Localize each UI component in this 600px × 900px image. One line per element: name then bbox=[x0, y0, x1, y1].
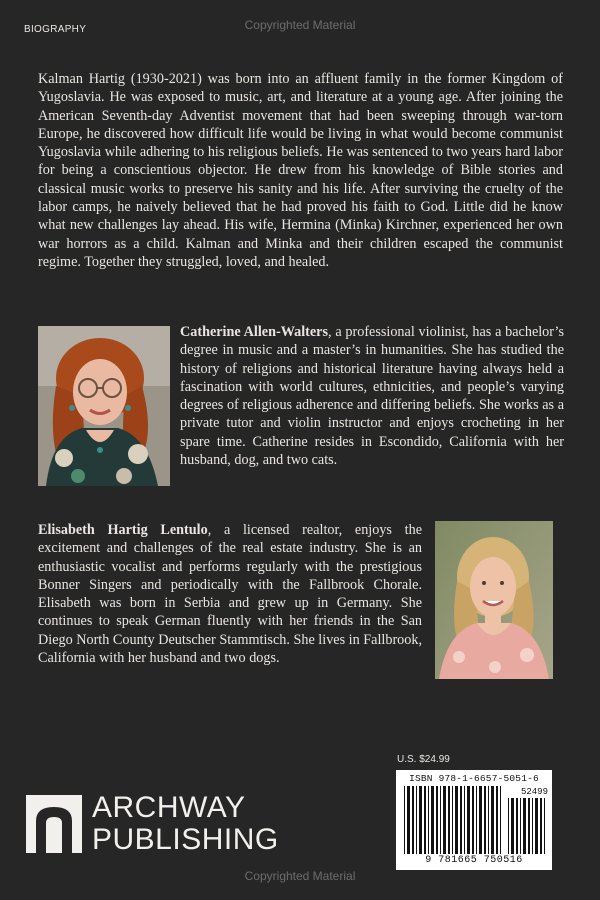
barcode-bar bbox=[540, 798, 542, 854]
barcode-bar bbox=[467, 786, 470, 854]
barcode-bar bbox=[424, 786, 426, 854]
barcode-bar bbox=[431, 786, 434, 854]
barcode-bar bbox=[455, 786, 458, 854]
barcode-number: 9 781665 750516 bbox=[425, 855, 523, 866]
barcode-bar bbox=[544, 798, 545, 854]
barcode-bars-addon bbox=[508, 798, 548, 854]
barcode-bar bbox=[436, 786, 438, 854]
copyright-watermark-top: Copyrighted Material bbox=[244, 18, 356, 32]
barcode-bar bbox=[448, 786, 450, 854]
barcode-bars-main bbox=[404, 786, 504, 854]
barcode-bar bbox=[523, 798, 526, 854]
archway-logo-icon bbox=[26, 795, 82, 853]
author-bio-text-catherine: , a professional violinist, has a bachelor’s degree in music and a master’s in humanities. She has studied the history of religions and historical literature having always held a fascination with world cultures, ethnicities, and people’s varying degrees of religious adherence and differing beliefs. She works as a private tutor and violin instructor and enjoys crocheting in her spare time. Catherine resides in Escondido, California with her husband, dog, and two cats. bbox=[180, 324, 564, 469]
barcode-bar bbox=[511, 798, 514, 854]
book-description: Kalman Hartig (1930-2021) was born into an affluent family in the former Kingdom of Yugoslavia. He was exposed to music, art, and literature at a young age. After joining the American Seventh-day Adventist movement that had been sweeping through war-torn Europe, he discovered how difficult life would be living in what would become communist Yugoslavia while adhering to his religious beliefs. He was sentenced to two years hard labor for being a conscientious objector. He drew from his knowledge of Bible stories and classical music works to preserve his sanity and his life. After surviving the cruelty of the labor camps, he naively believed that he had proved his faith to God. Little did he know what new challenges lay ahead. His wife, Hermina (Minka) Kirchner, experienced her own war horrors as a child. Kalman and Minka and their children escaped the communist regime. Together they struggled, loved, and healed. bbox=[38, 71, 563, 270]
barcode-bar bbox=[479, 786, 482, 854]
barcode-bar bbox=[520, 798, 521, 854]
barcode-bar bbox=[516, 798, 518, 854]
publisher-logo-text bbox=[92, 792, 279, 856]
copyright-watermark-bottom: Copyrighted Material bbox=[244, 869, 356, 883]
author-name-elisabeth: Elisabeth Hartig Lentulo bbox=[38, 522, 208, 538]
author-bio-text-elisabeth: , a licensed realtor, enjoys the excitement and challenges of the real estate industry. She is an enthusiastic vocalist and performs regularly with the prestigious Bonner Singers and periodically with the Fallbrook Chorale. Elisabeth was born in Serbia and grew up in Germany. She continues to speak German fluently with her friends in the San Diego North County Deutscher Stammtisch. She lives in Fallbrook, California with her husband and two dogs. bbox=[38, 522, 422, 667]
author-photo-catherine bbox=[38, 326, 170, 486]
category-label: BIOGRAPHY bbox=[24, 24, 87, 35]
barcode-bar bbox=[472, 786, 474, 854]
barcode-bar bbox=[419, 786, 422, 854]
barcode-bar bbox=[535, 798, 538, 854]
barcode-bar bbox=[460, 786, 462, 854]
price-label: U.S. $24.99 bbox=[397, 754, 450, 765]
barcode-bar bbox=[452, 786, 453, 854]
author-name-catherine: Catherine Allen-Walters bbox=[180, 324, 328, 340]
barcode-bar bbox=[404, 786, 405, 854]
author-bio-catherine bbox=[180, 323, 564, 469]
isbn-text: ISBN 978-1-6657-5051-6 bbox=[409, 773, 539, 784]
barcode-bar bbox=[532, 798, 533, 854]
barcode-bar bbox=[428, 786, 429, 854]
barcode-bar bbox=[464, 786, 465, 854]
price-code: 52499 bbox=[520, 787, 548, 797]
barcode-bar bbox=[416, 786, 417, 854]
publisher-name-line1: ARCHWAY bbox=[92, 791, 246, 824]
barcode-bar bbox=[443, 786, 446, 854]
barcode-bar bbox=[412, 786, 414, 854]
barcode-bar bbox=[440, 786, 441, 854]
author-bio-elisabeth bbox=[38, 521, 422, 667]
barcode-bar bbox=[407, 786, 410, 854]
barcode-bar bbox=[528, 798, 530, 854]
barcode-bar bbox=[488, 786, 489, 854]
barcode-bar bbox=[496, 786, 498, 854]
barcode-bar bbox=[508, 798, 509, 854]
barcode-bar bbox=[484, 786, 486, 854]
barcode-bar bbox=[491, 786, 494, 854]
author-photo-elisabeth bbox=[435, 521, 553, 679]
barcode-bar bbox=[476, 786, 477, 854]
publisher-name-line2: PUBLISHING bbox=[92, 823, 279, 856]
barcode bbox=[396, 770, 552, 870]
barcode-bar bbox=[500, 786, 501, 854]
